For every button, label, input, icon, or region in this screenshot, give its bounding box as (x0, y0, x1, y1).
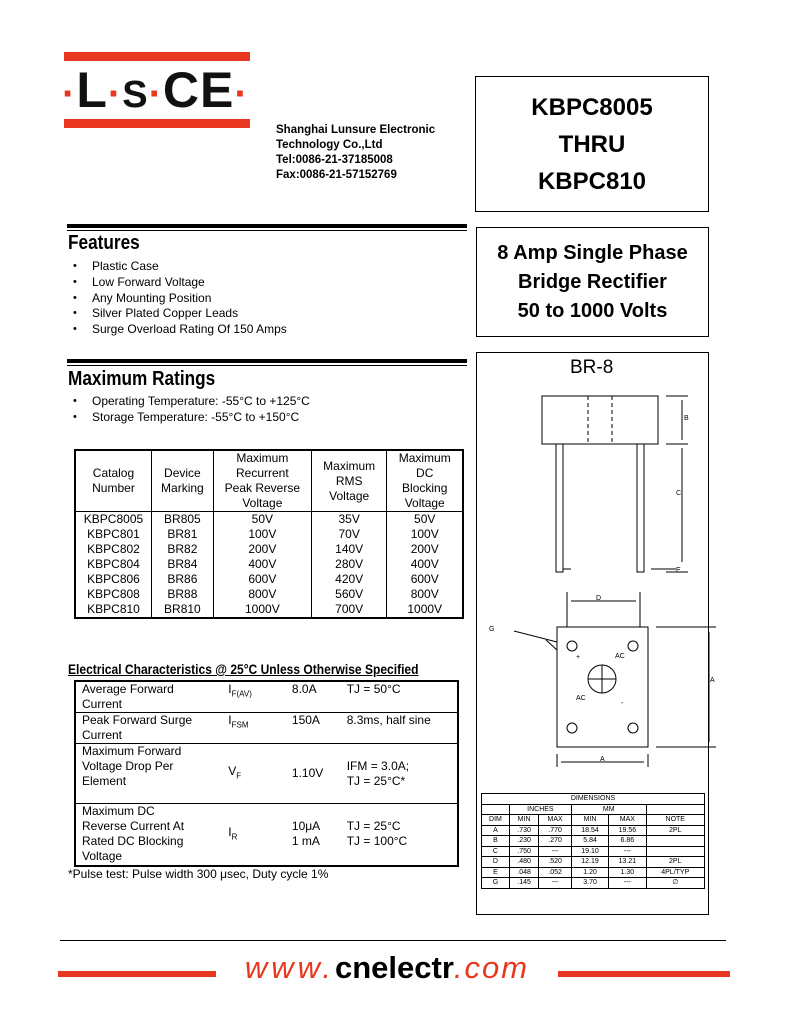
elec-condition: TJ = 25°C TJ = 100°C (341, 804, 458, 866)
dim-cell: --- (539, 846, 572, 857)
title-line1: KBPC8005 (531, 94, 653, 121)
ratings-cell: BR84 (151, 557, 213, 572)
dim-cell: 12.19 (571, 857, 608, 868)
table-row (75, 681, 458, 713)
features-list (70, 259, 287, 338)
dim-cell: --- (609, 878, 646, 889)
dim-cell: .230 (509, 836, 538, 847)
dim-label-a-right: A (710, 677, 715, 684)
table-row (482, 857, 705, 868)
table-row (75, 557, 463, 572)
ratings-cell: KBPC804 (75, 557, 151, 572)
package-drawing (476, 352, 715, 792)
company-logo: ·L·S·CE· (62, 62, 249, 118)
dim-cell: MAX (609, 815, 646, 826)
ratings-col-header: Catalog Number (75, 450, 151, 512)
ratings-cell: KBPC801 (75, 527, 151, 542)
ratings-cell: 800V (213, 587, 311, 602)
elec-symbol: $V_F$ (208, 744, 286, 804)
dim-cell: INCHES (509, 804, 571, 815)
ratings-cell: 200V (213, 542, 311, 557)
ratings-cell: 1000V (213, 602, 311, 618)
company-info (276, 123, 435, 183)
dim-cell: 19.56 (609, 825, 646, 836)
side-body (542, 396, 658, 444)
ratings-heading: Maximum Ratings (68, 368, 216, 390)
dim-cell: ∅ (646, 878, 704, 889)
ratings-cell: 100V (213, 527, 311, 542)
package-name: BR-8 (570, 357, 614, 378)
dim-cell: 18.54 (571, 825, 608, 836)
elec-symbol: $I_R$ (208, 804, 286, 866)
ratings-table (74, 449, 464, 619)
dim-cell: DIM (482, 815, 510, 826)
ratings-col-header: Maximum Recurrent Peak Reverse Voltage (213, 450, 311, 512)
ratings-cell: 35V (311, 512, 387, 528)
feature-item: • Silver Plated Copper Leads (70, 306, 287, 322)
table-row (75, 713, 458, 744)
ratings-cell: 1000V (387, 602, 463, 618)
company-fax: Fax:0086-21-57152769 (276, 169, 397, 181)
dim-cell: MIN (509, 815, 538, 826)
dim-label-d: D (596, 595, 602, 602)
description-box (476, 227, 709, 337)
dim-cell: C (482, 846, 510, 857)
company-name-line2: Technology Co.,Ltd (276, 139, 383, 151)
elec-value: 8.0A (286, 681, 341, 713)
ratings-col-header: Maximum DC Blocking Voltage (387, 450, 463, 512)
elec-param: Maximum DC Reverse Current At Rated DC Blocking Voltage (75, 804, 208, 866)
features-rule-thin (67, 230, 467, 231)
dim-cell: 2PL (646, 857, 704, 868)
table-row (482, 825, 705, 836)
ratings-cell: 420V (311, 572, 387, 587)
dim-cell: 4PL/TYP (646, 867, 704, 878)
dim-cell: E (482, 867, 510, 878)
elec-value: 1.10V (286, 744, 341, 804)
electrical-table (74, 680, 459, 867)
ratings-cell: BR81 (151, 527, 213, 542)
dim-cell: NOTE (646, 815, 704, 826)
dim-cell (646, 836, 704, 847)
dimensions-table (481, 793, 705, 889)
dim-label-a-bottom: A (600, 756, 605, 763)
dim-cell (646, 846, 704, 857)
desc-line1: 8 Amp Single Phase (497, 242, 688, 264)
dim-cell: --- (609, 846, 646, 857)
feature-item: • Any Mounting Position (70, 291, 287, 307)
company-name-line1: Shanghai Lunsure Electronic (276, 124, 436, 136)
ratings-cell: BR810 (151, 602, 213, 618)
table-row (75, 572, 463, 587)
dim-cell: --- (539, 878, 572, 889)
dim-cell: 1.30 (609, 867, 646, 878)
pulse-footnote: *Pulse test: Pulse width 300 μsec, Duty cycle 1% (68, 867, 329, 881)
dim-cell: MM (571, 804, 646, 815)
dim-cell: D (482, 857, 510, 868)
company-tel: Tel:0086-21-37185008 (276, 154, 393, 166)
elec-condition: IFM = 3.0A; TJ = 25°C* (341, 744, 458, 804)
ratings-cell: 600V (213, 572, 311, 587)
dim-label-b: B (684, 415, 689, 422)
ratings-cell: 400V (213, 557, 311, 572)
rating-item: • Storage Temperature: -55°C to +150°C (70, 410, 310, 426)
ratings-cell: 50V (387, 512, 463, 528)
footer-bar-right (558, 971, 730, 977)
table-row (75, 744, 458, 804)
dim-label-e: E (676, 567, 681, 574)
dim-cell: DIMENSIONS (482, 794, 705, 805)
ratings-col-header: Maximum RMS Voltage (311, 450, 387, 512)
table-row (482, 878, 705, 889)
desc-line2: Bridge Rectifier (518, 271, 667, 293)
footer-bar-left (58, 971, 216, 977)
ratings-cell: 200V (387, 542, 463, 557)
ratings-cell: BR88 (151, 587, 213, 602)
ac-label-2: AC (576, 695, 586, 702)
dim-cell: .480 (509, 857, 538, 868)
dim-label-g: G (489, 626, 495, 633)
dim-cell: .730 (509, 825, 538, 836)
dim-cell: MAX (539, 815, 572, 826)
dim-cell: .270 (539, 836, 572, 847)
ratings-cell: 100V (387, 527, 463, 542)
dim-cell (646, 804, 704, 815)
dim-cell: .520 (539, 857, 572, 868)
dim-cell: A (482, 825, 510, 836)
elec-param: Maximum Forward Voltage Drop Per Element (75, 744, 208, 804)
dim-cell: .750 (509, 846, 538, 857)
features-heading: Features (68, 232, 140, 254)
ratings-cell: 140V (311, 542, 387, 557)
table-row (75, 512, 463, 528)
ac-label-1: AC (615, 653, 625, 660)
ratings-cell: 560V (311, 587, 387, 602)
table-row (482, 846, 705, 857)
dim-label-c: C (676, 490, 682, 497)
table-row (75, 542, 463, 557)
features-rule-thick (67, 224, 467, 228)
dim-cell: G (482, 878, 510, 889)
plus-label: + (576, 654, 581, 661)
ratings-list (70, 394, 310, 426)
dim-cell: MIN (571, 815, 608, 826)
table-row (482, 836, 705, 847)
elec-value: 150A (286, 713, 341, 744)
elec-param: Peak Forward Surge Current (75, 713, 208, 744)
table-row (75, 804, 458, 866)
ratings-cell: KBPC808 (75, 587, 151, 602)
dim-cell: 3.70 (571, 878, 608, 889)
ratings-cell: 600V (387, 572, 463, 587)
title-line3: KBPC810 (537, 168, 647, 195)
dim-cell: .770 (539, 825, 572, 836)
elec-symbol: $I_{F(AV)}$ (208, 681, 286, 713)
dim-cell: .145 (509, 878, 538, 889)
ratings-cell: 700V (311, 602, 387, 618)
logo-bar-bottom (64, 119, 250, 128)
dim-cell: 13.21 (609, 857, 646, 868)
feature-item: • Surge Overload Rating Of 150 Amps (70, 322, 287, 338)
ratings-cell: KBPC806 (75, 572, 151, 587)
ratings-cell: 70V (311, 527, 387, 542)
ratings-cell: KBPC802 (75, 542, 151, 557)
ratings-rule-thick (67, 359, 467, 363)
minus-label: - (621, 700, 624, 707)
ratings-cell: 280V (311, 557, 387, 572)
elec-symbol: $I_{FSM}$ (208, 713, 286, 744)
ratings-cell: 800V (387, 587, 463, 602)
dim-cell: 6.86 (609, 836, 646, 847)
ratings-col-header: Device Marking (151, 450, 213, 512)
ratings-cell: KBPC810 (75, 602, 151, 618)
dim-title-row (482, 794, 705, 805)
feature-item: • Low Forward Voltage (70, 275, 287, 291)
rating-item: • Operating Temperature: -55°C to +125°C (70, 394, 310, 410)
table-row (75, 587, 463, 602)
ratings-cell: BR86 (151, 572, 213, 587)
desc-line3: 50 to 1000 Volts (517, 300, 668, 322)
ratings-cell: BR82 (151, 542, 213, 557)
ratings-rule-thin (67, 365, 467, 366)
dim-cell: 19.10 (571, 846, 608, 857)
website-url: www.cnelectr.com (244, 950, 530, 985)
dim-cell: .052 (539, 867, 572, 878)
dim-cell: 1.20 (571, 867, 608, 878)
table-row (75, 602, 463, 618)
electrical-heading: Electrical Characteristics @ 25°C Unless Otherwise Specified (68, 661, 419, 677)
dim-cell: 5.84 (571, 836, 608, 847)
dim-header-row (482, 815, 705, 826)
elec-condition: 8.3ms, half sine (341, 713, 458, 744)
table-row (482, 867, 705, 878)
footer-rule (60, 940, 726, 941)
ratings-cell: BR805 (151, 512, 213, 528)
table-row (75, 527, 463, 542)
ratings-cell: 400V (387, 557, 463, 572)
ratings-cell: KBPC8005 (75, 512, 151, 528)
dim-cell (482, 804, 510, 815)
elec-condition: TJ = 50°C (341, 681, 458, 713)
elec-value: 10μA 1 mA (286, 804, 341, 866)
dim-cell: .048 (509, 867, 538, 878)
feature-item: • Plastic Case (70, 259, 287, 275)
ratings-cell: 50V (213, 512, 311, 528)
dim-cell: B (482, 836, 510, 847)
part-title-box (475, 76, 709, 212)
title-line2: THRU (558, 131, 626, 158)
dim-cell: 2PL (646, 825, 704, 836)
elec-param: Average Forward Current (75, 681, 208, 713)
dim-unit-row (482, 804, 705, 815)
